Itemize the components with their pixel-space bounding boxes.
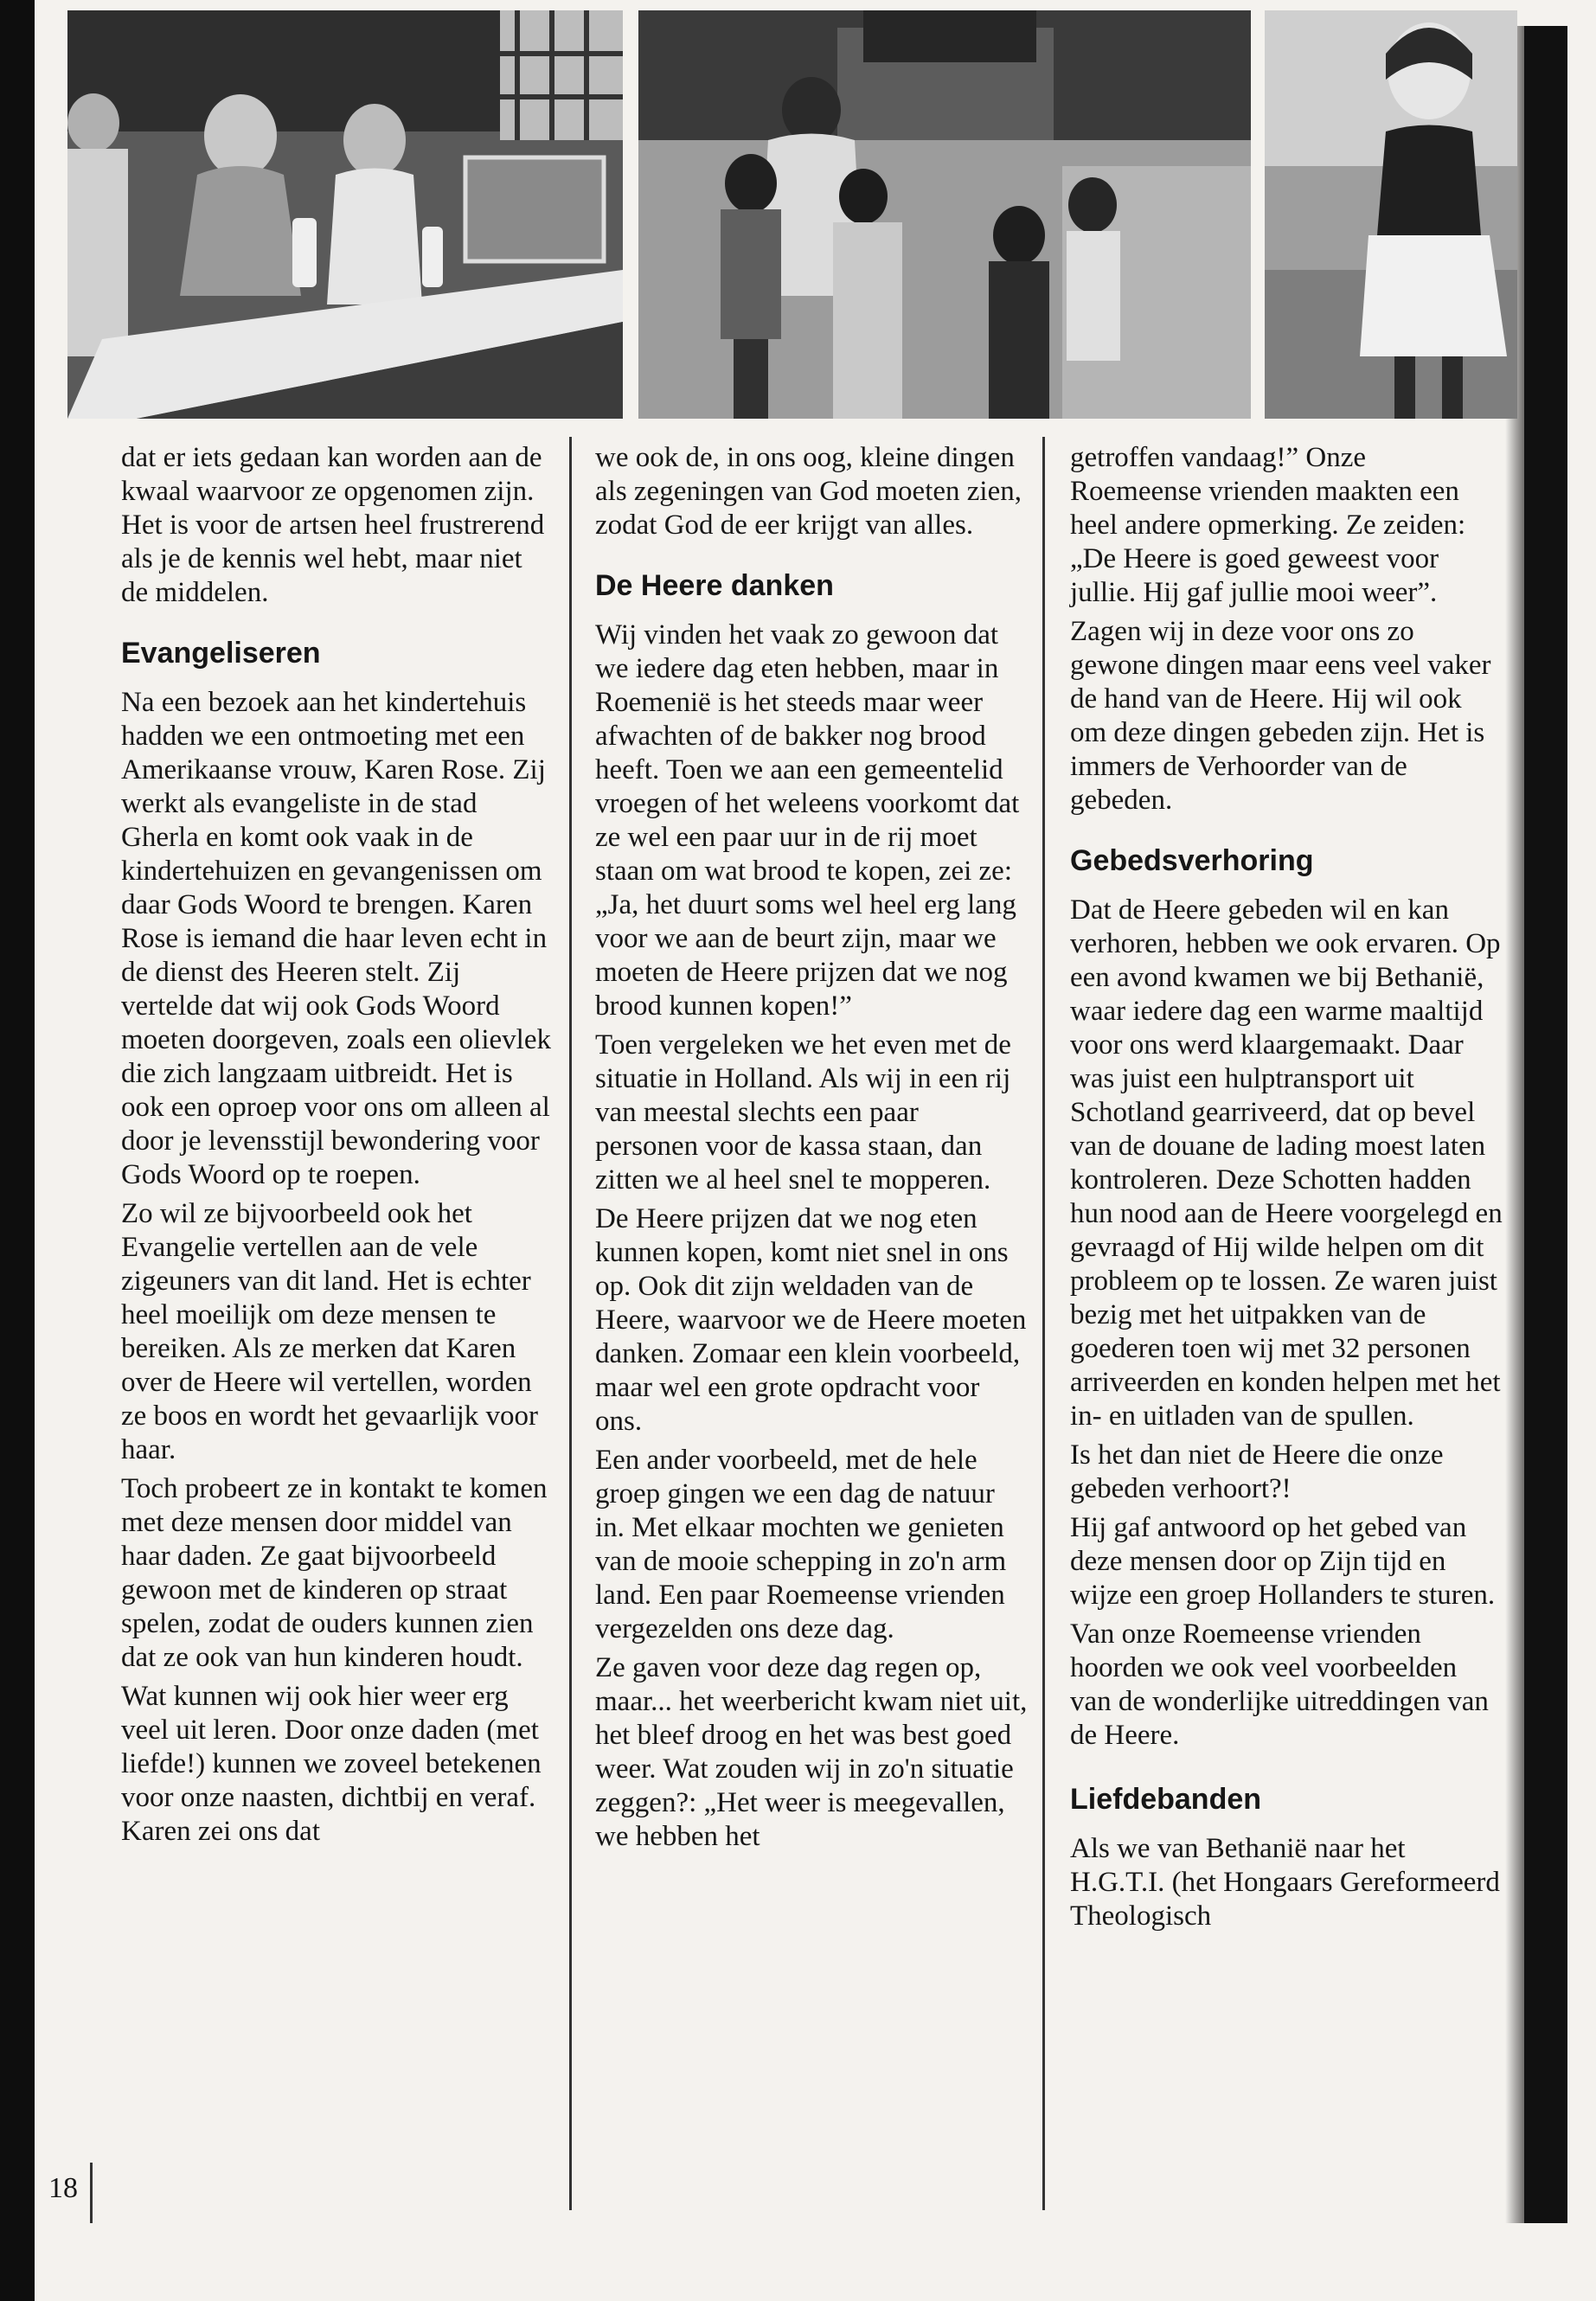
column-rule-1 xyxy=(569,437,572,2210)
heading-liefdebanden: Liefdebanden xyxy=(1070,1783,1262,1816)
paragraph: Na een bezoek aan het kindertehuis hadden we een ontmoeting met een Amerikaanse vrouw, Karen Rose. Zij werkt als evangeliste in de stad Gherla en komt ook vaak in de kindertehuizen en gevangenissen om daar Gods Woord te brengen. Karen Rose is iemand die haar leven echt in de dienst des Heeren stelt. Zij vertelde dat wij ook Gods Woord moeten doorgeven, zoals een olievlek die zich langzaam uitbreidt. Het is ook een oproep voor ons om alleen al door je levensstijl bewondering voor Gods Woord op te roepen. xyxy=(121,687,551,1190)
scan-edge-right xyxy=(1524,26,1567,2223)
page-number: 18 xyxy=(48,2172,78,2204)
paragraph: Zagen wij in deze voor ons zo gewone dingen maar eens veel vaker de hand van de Heere. Hij wil ook om deze dingen gebeden zijn. Het is immers de Verhoorder van de gebeden. xyxy=(1070,616,1491,816)
paragraph: De Heere prijzen dat we nog eten kunnen kopen, komt niet snel in ons op. Ook dit zijn weldaden van de Heere, waarvoor we de Heere moeten danken. Zomaar een klein voorbeeld, maar wel een grote opdracht voor ons. xyxy=(595,1203,1027,1437)
text-column-2 xyxy=(595,441,1028,1854)
paragraph: dat er iets gedaan kan worden aan de kwaal waarvoor ze opgenomen zijn. Het is voor de artsen heel frustrerend als je de kennis wel hebt, maar niet de middelen. xyxy=(121,442,545,608)
paragraph: Toch probeert ze in kontakt te komen met deze mensen door middel van haar daden. Ze gaat bijvoorbeeld gewoon met de kinderen op straat spelen, zodat de ouders kunnen zien dat ze ook van hun kinderen houdt. xyxy=(121,1473,548,1673)
paragraph: Een ander voorbeeld, met de hele groep gingen we een dag de natuur in. Met elkaar mochten we genieten van de mooie schepping in zo'n arm land. Een paar Roemeense vrienden vergezelden ons deze dag. xyxy=(595,1445,1007,1644)
paragraph: Zo wil ze bijvoorbeeld ook het Evangelie vertellen aan de vele zigeuners van dit land. Het is echter heel moeilijk om deze mensen te bereiken. Als ze merken dat Karen over de Heere wil vertellen, worden ze boos en wordt het gevaarlijk voor haar. xyxy=(121,1198,539,1465)
text-column-1 xyxy=(121,441,554,1849)
paragraph: Als we van Bethanië naar het H.G.T.I. (het Hongaars Gereformeerd Theologisch xyxy=(1070,1833,1500,1932)
column-rule-2 xyxy=(1042,437,1045,2210)
paragraph: Toen vergeleken we het even met de situatie in Holland. Als wij in een rij van meestal slechts een paar personen voor de kassa staan, dan zitten we al heel snel te mopperen. xyxy=(595,1029,1011,1195)
heading-de-heere-danken: De Heere danken xyxy=(595,569,834,602)
text-column-3 xyxy=(1070,441,1503,1933)
paragraph: Is het dan niet de Heere die onze gebeden verhoort?! xyxy=(1070,1439,1444,1504)
kitchen-workers-photo xyxy=(67,10,623,419)
scan-edge-left xyxy=(0,0,35,2301)
children-playing-photo xyxy=(638,10,1251,419)
paragraph: we ook de, in ons oog, kleine dingen als zegeningen van God moeten zien, zodat God de eer krijgt van alles. xyxy=(595,442,1022,541)
paragraph: Ze gaven voor deze dag regen op, maar... het weerbericht kwam niet uit, het bleef droog en het was best goed weer. Wat zouden wij in zo'n situatie zeggen?: „Het weer is meegevallen, we hebben het xyxy=(595,1652,1028,1852)
paragraph: Hij gaf antwoord op het gebed van deze mensen door op Zijn tijd en wijze een groep Hollanders te sturen. xyxy=(1070,1512,1496,1611)
paragraph: Dat de Heere gebeden wil en kan verhoren, hebben we ook ervaren. Op een avond kwamen we bij Bethanië, waar iedere dag een warme maaltijd voor ons werd klaargemaakt. Daar was juist een hulptransport uit Schotland gearriveerd, dat op bevel van de douane de lading moest laten kontroleren. Deze Schotten hadden hun nood aan de Heere voorgelegd en gevraagd of Hij wilde helpen om dit probleem op te lossen. Ze waren juist bezig met het uitpakken van de goederen toen wij met 32 personen arriveerden en konden helpen met het in- en uitladen van de spullen. xyxy=(1070,894,1503,1432)
paragraph: Van onze Roemeense vrienden hoorden we ook veel voorbeelden van de wonderlijke uitreddingen van de Heere. xyxy=(1070,1618,1489,1751)
girl-portrait-photo xyxy=(1265,10,1517,419)
paragraph: getroffen vandaag!” Onze Roemeense vrienden maakten een heel andere opmerking. Ze zeiden: „De Heere is goed geweest voor jullie. Hij gaf jullie mooi weer”. xyxy=(1070,442,1466,608)
paragraph: Wij vinden het vaak zo gewoon dat we iedere dag eten hebben, maar in Roemenië is het steeds maar weer afwachten of de bakker nog brood heeft. Toen we aan een gemeentelid vroegen of het weleens voorkomt dat ze wel een paar uur in de rij moet staan om wat brood te kopen, zei ze: „Ja, het duurt soms wel heel erg lang voor we aan de beurt zijn, maar we moeten de Heere prijzen dat we nog brood kunnen kopen!” xyxy=(595,619,1020,1022)
page-number-rule xyxy=(90,2163,93,2223)
heading-evangeliseren: Evangeliseren xyxy=(121,637,321,670)
heading-gebedsverhoring: Gebedsverhoring xyxy=(1070,844,1314,877)
paragraph: Wat kunnen wij ook hier weer erg veel uit leren. Door onze daden (met liefde!) kunnen we zoveel betekenen voor onze naasten, dichtbij en veraf. Karen zei ons dat xyxy=(121,1681,542,1847)
